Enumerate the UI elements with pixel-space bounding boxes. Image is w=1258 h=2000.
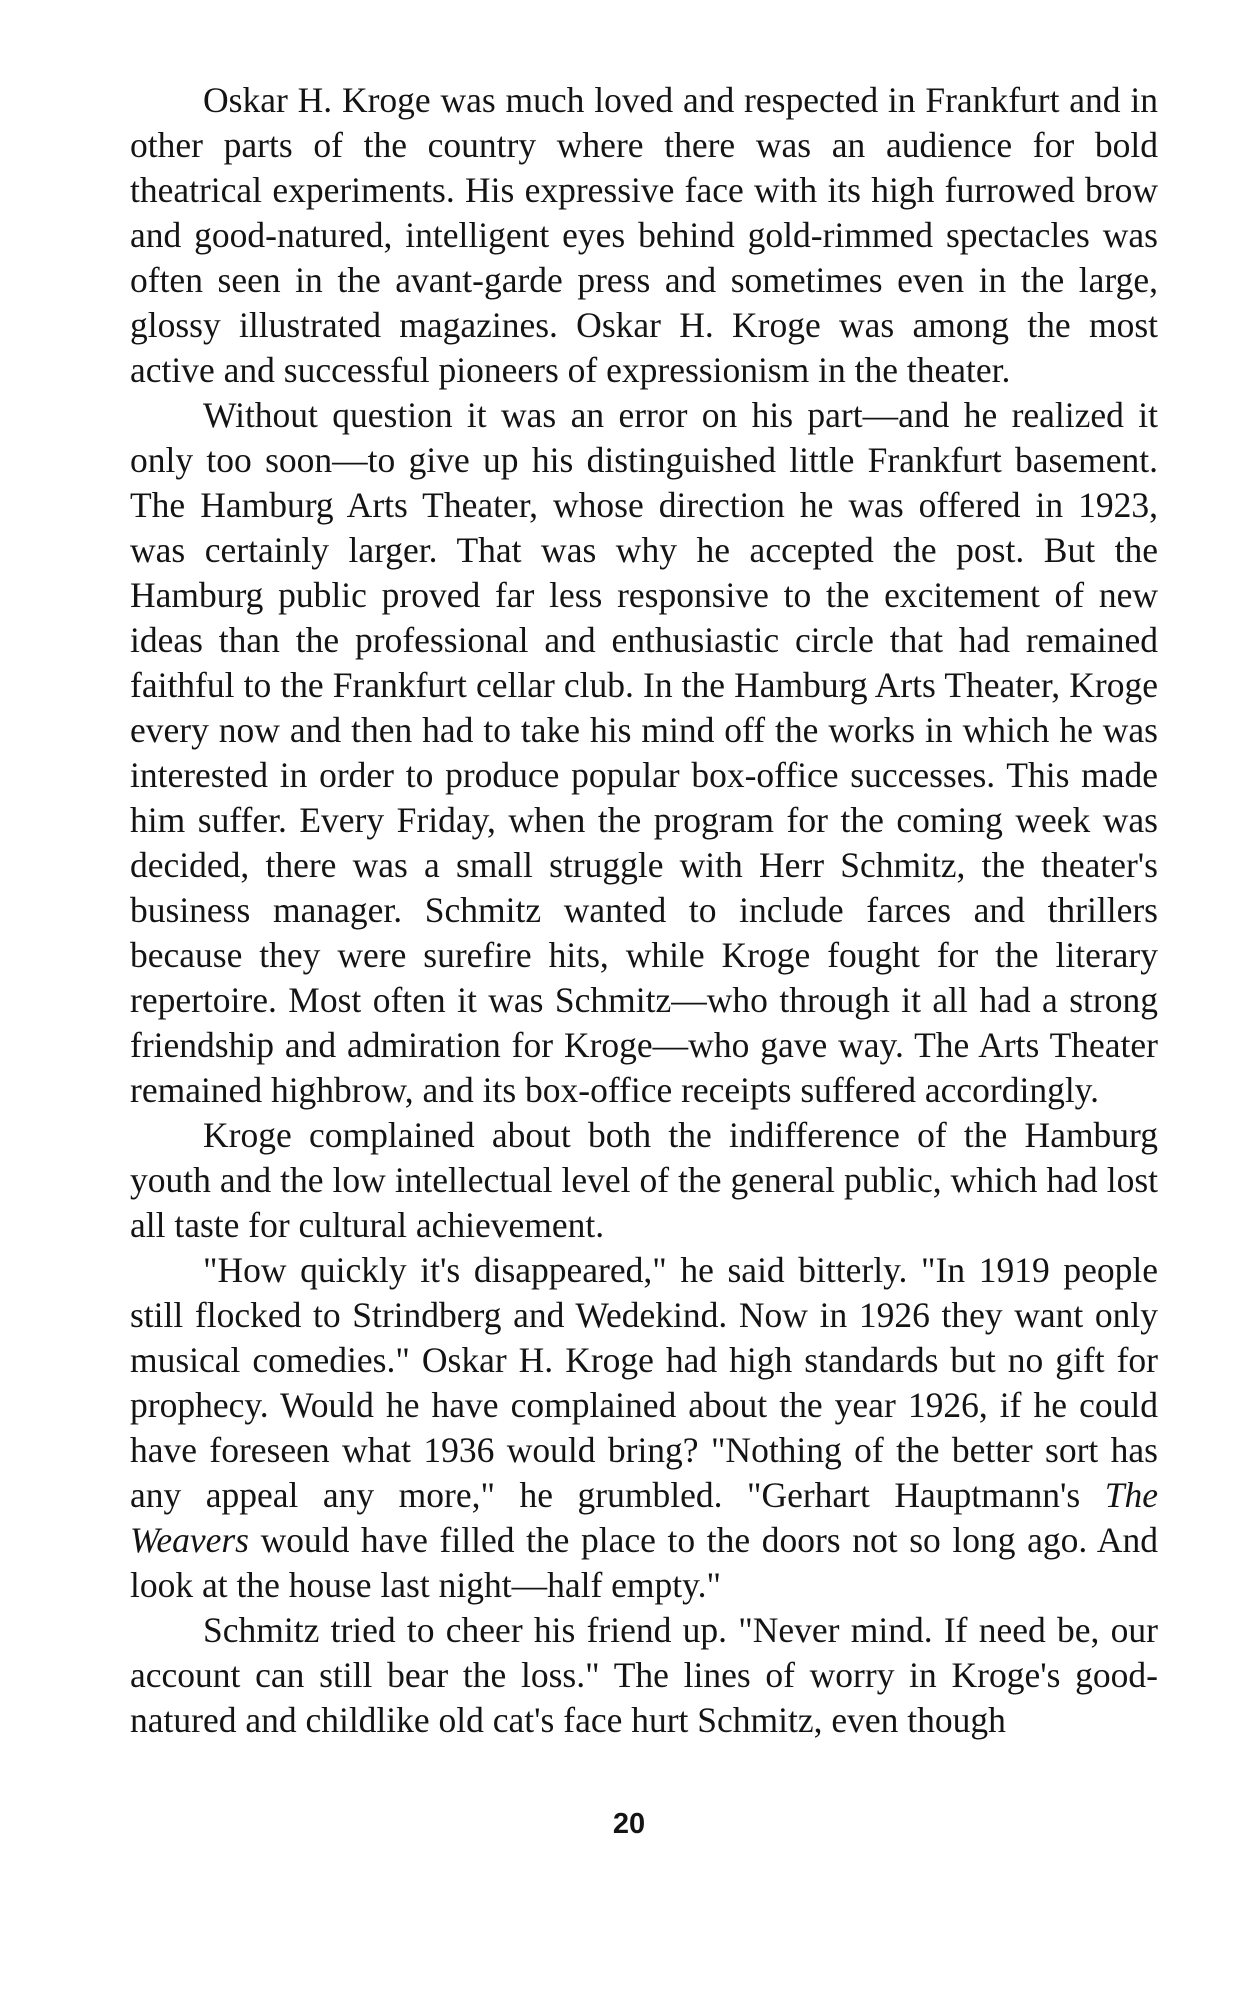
paragraph-4-text-start: "How quickly it's disappeared," he said bitterly. "In 1919 people still flocked to Strindberg and Wedekind. Now in 1926 they want only musical comedies." Oskar H. Kroge had high standards but no gift for prophecy. Would he have complained about the year 1926, if he could have foreseen what 1936 would bring? "Nothing of the better sort has any appeal any more," he grumbled. "Gerhart Hauptmann's — [130, 1250, 1158, 1515]
page-number: 20 — [612, 1808, 646, 1840]
paragraph-5: Schmitz tried to cheer his friend up. "Never mind. If need be, our account can still bear the loss." The lines of worry in Kroge's good-natured and childlike old cat's face hurt Schmitz, even though — [130, 1610, 1158, 1740]
play-title: The Weavers — [130, 1475, 1158, 1560]
paragraph-1: Oskar H. Kroge was much loved and respected in Frankfurt and in other parts of the country where there was an audience for bold theatrical experiments. His expressive face with its high furrowed brow and good-natured, intelligent eyes behind gold-rimmed spectacles was often seen in the avant-garde press and sometimes even in the large, glossy illustrated magazines. Oskar H. Kroge was among the most active and successful pioneers of expressionism in the theater. — [130, 80, 1158, 390]
paragraph-3: Kroge complained about both the indifference of the Hamburg youth and the low intellectual level of the general public, which had lost all taste for cultural achievement. — [130, 1115, 1158, 1245]
body-text — [130, 78, 1158, 1743]
paragraph-4 — [130, 1248, 1158, 1608]
paragraph-2: Without question it was an error on his part—and he realized it only too soon—to give up his distinguished little Frankfurt basement. The Hamburg Arts Theater, whose direction he was offered in 1923, was certainly larger. That was why he accepted the post. But the Hamburg public proved far less responsive to the excitement of new ideas than the professional and enthusiastic circle that had remained faithful to the Frankfurt cellar club. In the Hamburg Arts Theater, Kroge every now and then had to take his mind off the works in which he was interested in order to produce popular box-office successes. This made him suffer. Every Friday, when the program for the coming week was decided, there was a small struggle with Herr Schmitz, the theater's business manager. Schmitz wanted to include farces and thrillers because they were surefire hits, while Kroge fought for the literary repertoire. Most often it was Schmitz—who through it all had a strong friendship and admiration for Kroge—who gave way. The Arts Theater remained highbrow, and its box-office receipts suffered accordingly. — [130, 395, 1158, 1110]
paragraph-4-text-end: would have filled the place to the doors not so long ago. And look at the house last night—half empty." — [130, 1520, 1158, 1605]
